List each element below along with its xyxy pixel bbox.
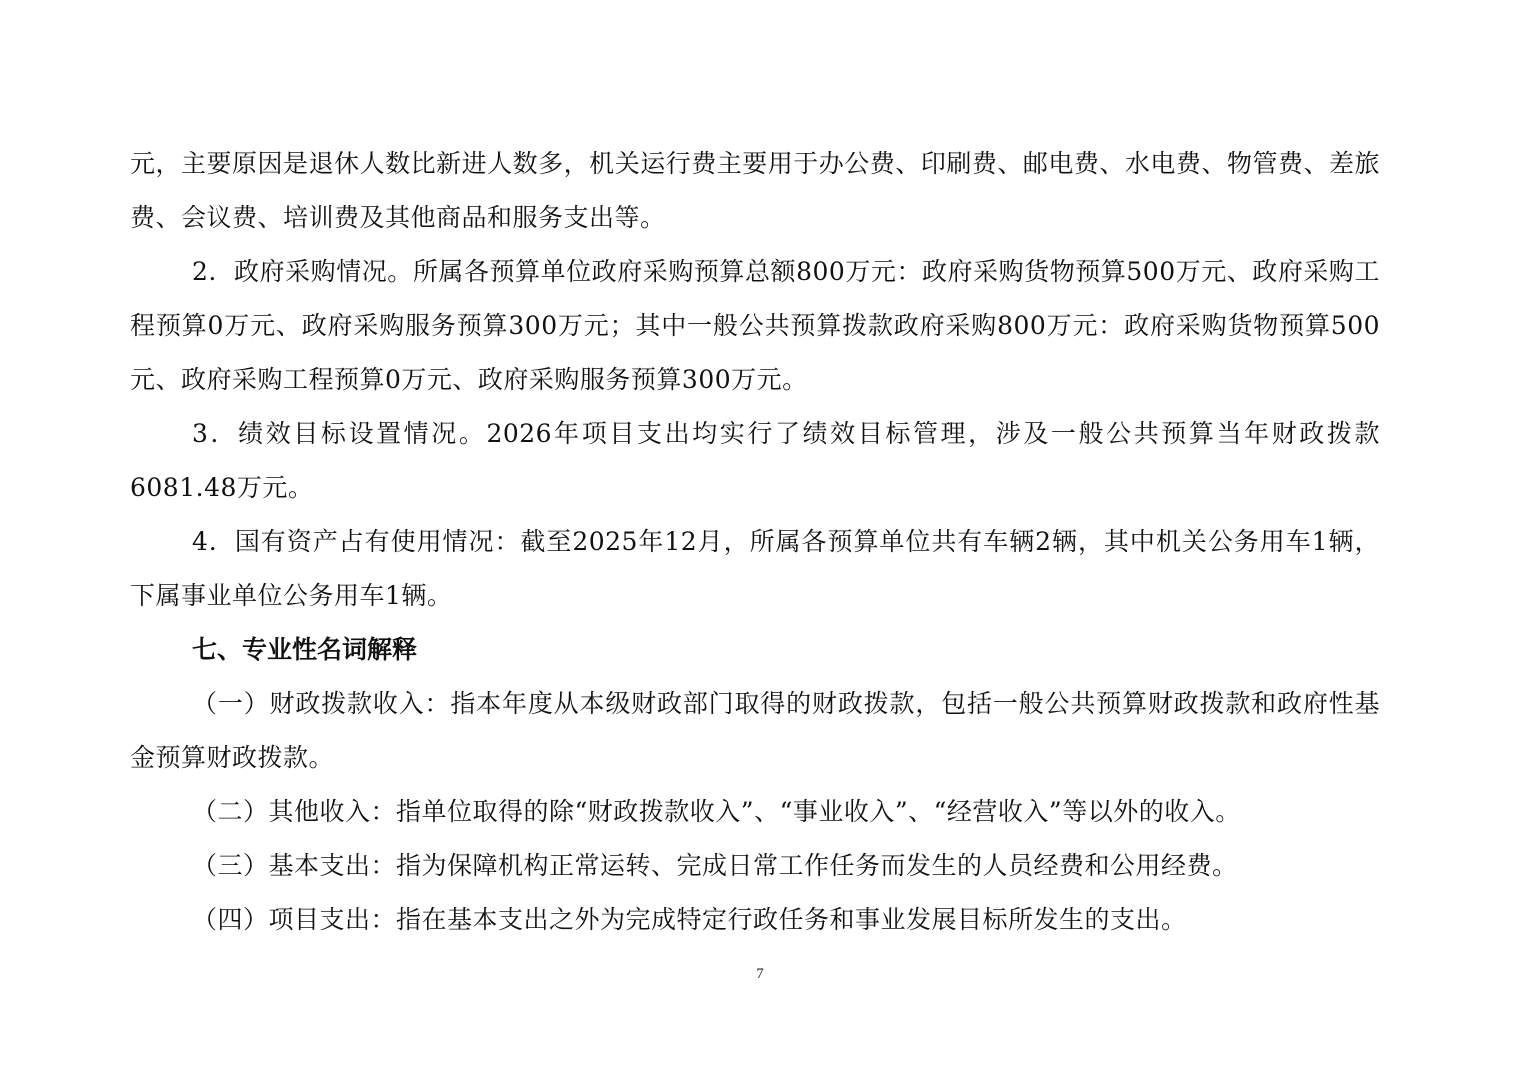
section-heading-terminology: 七、专业性名词解释 [192,635,418,664]
definition-other-income: （二）其他收入：指单位取得的除“财政拨款收入”、“事业收入”、“经营收入”等以外的收入。 [192,797,1241,826]
definition-fiscal-appropriation: （一）财政拨款收入：指本年度从本级财政部门取得的财政拨款，包括一般公共预算财政拨款和政府性基金预算财政拨款。 [130,689,1380,772]
paragraph-performance-targets: 3．绩效目标设置情况。2026年项目支出均实行了绩效目标管理，涉及一般公共预算当年财政拨款6081.48万元。 [130,419,1380,502]
paragraph-state-assets: 4．国有资产占有使用情况：截至2025年12月，所属各预算单位共有车辆2辆，其中机关公务用车1辆，下属事业单位公务用车1辆。 [130,527,1380,610]
paragraph-government-procurement: 2．政府采购情况。所属各预算单位政府采购预算总额800万元：政府采购货物预算500万元、政府采购工程预算0万元、政府采购服务预算300万元；其中一般公共预算拨款政府采购800万元：政府采购货物预算500元、政府采购工程预算0万元、政府采购服务预算300万元。 [130,257,1380,394]
paragraph-continuation: 元，主要原因是退休人数比新进人数多，机关运行费主要用于办公费、印刷费、邮电费、水电费、物管费、差旅费、会议费、培训费及其他商品和服务支出等。 [130,149,1380,232]
definition-basic-expenditure: （三）基本支出：指为保障机构正常运转、完成日常工作任务而发生的人员经费和公用经费。 [192,851,1238,880]
document-body [130,137,1380,947]
definition-project-expenditure: （四）项目支出：指在基本支出之外为完成特定行政任务和事业发展目标所发生的支出。 [192,905,1187,934]
page-number: 7 [756,966,764,982]
